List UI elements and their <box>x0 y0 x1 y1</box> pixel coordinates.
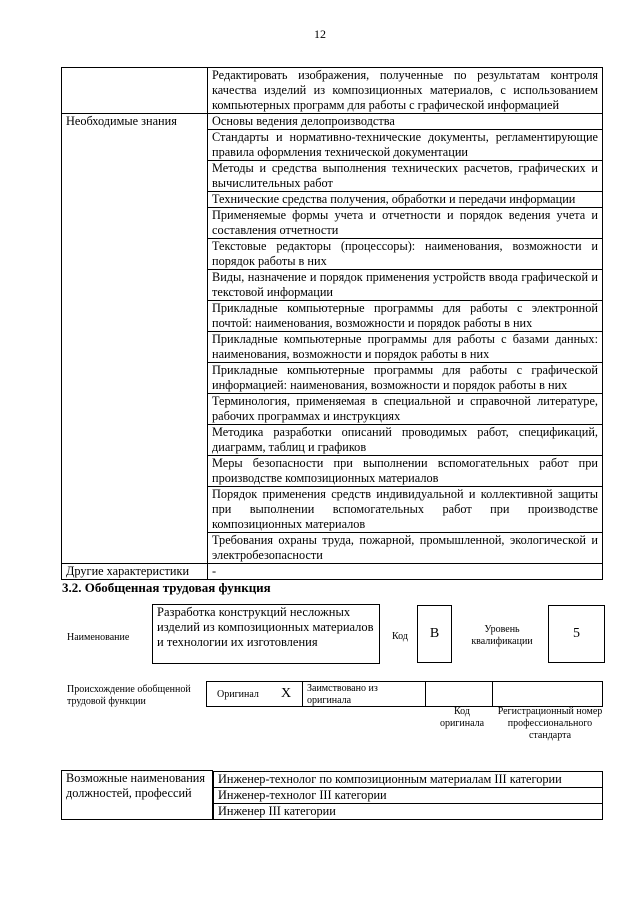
origin-divider-3 <box>492 681 493 707</box>
knowledge-item: Требования охраны труда, пожарной, промышленной, экологической и электробезопасности <box>208 533 603 564</box>
code-value-box <box>417 605 452 663</box>
position-item: Инженер-технолог III категории <box>213 787 603 803</box>
knowledge-item: Методика разработки описаний проводимых работ, спецификаций, диаграмм, таблиц и графиков <box>208 425 603 456</box>
original-label: Оригинал <box>217 689 259 700</box>
origin-code-caption: Код оригинала <box>439 706 485 729</box>
positions-table <box>61 770 603 820</box>
knowledge-item: Прикладные компьютерные программы для работы с базами данных: наименования, возможности и порядок работы в них <box>208 332 603 363</box>
skills-continuation: Редактировать изображения, полученные по результатам контроля качества изделий из композиционных материалов, с использованием компьютерных программ для работы с графической информацией <box>208 68 603 114</box>
level-label: Уровень квалификации <box>471 624 533 647</box>
original-mark: X <box>281 686 292 701</box>
borrowed-label: Заимствовано из оригинала <box>307 683 378 706</box>
other-value: - <box>208 564 603 580</box>
table-row <box>62 114 603 130</box>
knowledge-item: Меры безопасности при выполнении вспомогательных работ при производстве композиционных материалов <box>208 456 603 487</box>
name-value-box <box>152 604 380 664</box>
knowledge-item: Технические средства получения, обработки и передачи информации <box>208 192 603 208</box>
knowledge-item: Порядок применения средств индивидуальной и коллективной защиты при выполнении вспомогательных работ при производстве композиционных материалов <box>208 487 603 533</box>
knowledge-item: Текстовые редакторы (процессоры): наименования, возможности и порядок работы в них <box>208 239 603 270</box>
table-row <box>62 68 603 114</box>
knowledge-item: Методы и средства выполнения технических расчетов, графических и вычислительных работ <box>208 161 603 192</box>
knowledge-item: Терминология, применяемая в специальной и справочной литературе, рабочих программах и инструкциях <box>208 394 603 425</box>
knowledge-table <box>61 67 603 580</box>
origin-label: Происхождение обобщенной трудовой функции <box>67 684 191 707</box>
name-label: Наименование <box>67 632 130 643</box>
code-label: Код <box>392 631 408 642</box>
origin-divider-1 <box>302 681 303 707</box>
level-value: 5 <box>573 626 580 641</box>
table-row <box>62 564 603 580</box>
positions-cell <box>213 771 604 820</box>
positions-label: Возможные наименования должностей, профессий <box>62 771 213 820</box>
knowledge-label: Необходимые знания <box>62 114 208 564</box>
code-value: B <box>429 626 440 641</box>
knowledge-item: Виды, назначение и порядок применения устройств ввода графической и текстовой информации <box>208 270 603 301</box>
knowledge-item: Применяемые формы учета и отчетности и порядок ведения учета и составления отчетности <box>208 208 603 239</box>
position-item: Инженер III категории <box>213 803 603 820</box>
knowledge-item: Прикладные компьютерные программы для работы с электронной почтой: наименования, возможности и порядок работы в них <box>208 301 603 332</box>
reg-number-caption: Регистрационный номер профессионального стандарта <box>497 706 603 741</box>
section-title: 3.2. Обобщенная трудовая функция <box>62 580 271 595</box>
name-value: Разработка конструкций несложных изделий из композиционных материалов и технологии их изготовления <box>157 605 374 649</box>
page-number: 12 <box>314 27 326 41</box>
level-value-box <box>548 605 605 663</box>
empty-label-cell <box>62 68 208 114</box>
knowledge-item: Стандарты и нормативно-технические документы, регламентирующие правила оформления технической документации <box>208 130 603 161</box>
knowledge-item: Основы ведения делопроизводства <box>208 114 603 130</box>
table-row <box>62 771 604 820</box>
origin-row <box>206 681 603 707</box>
knowledge-item: Прикладные компьютерные программы для работы с графической информацией: наименования, возможности и порядок работы в них <box>208 363 603 394</box>
origin-divider-2 <box>425 681 426 707</box>
other-label: Другие характеристики <box>62 564 208 580</box>
position-item: Инженер-технолог по композиционным материалам III категории <box>213 771 603 787</box>
